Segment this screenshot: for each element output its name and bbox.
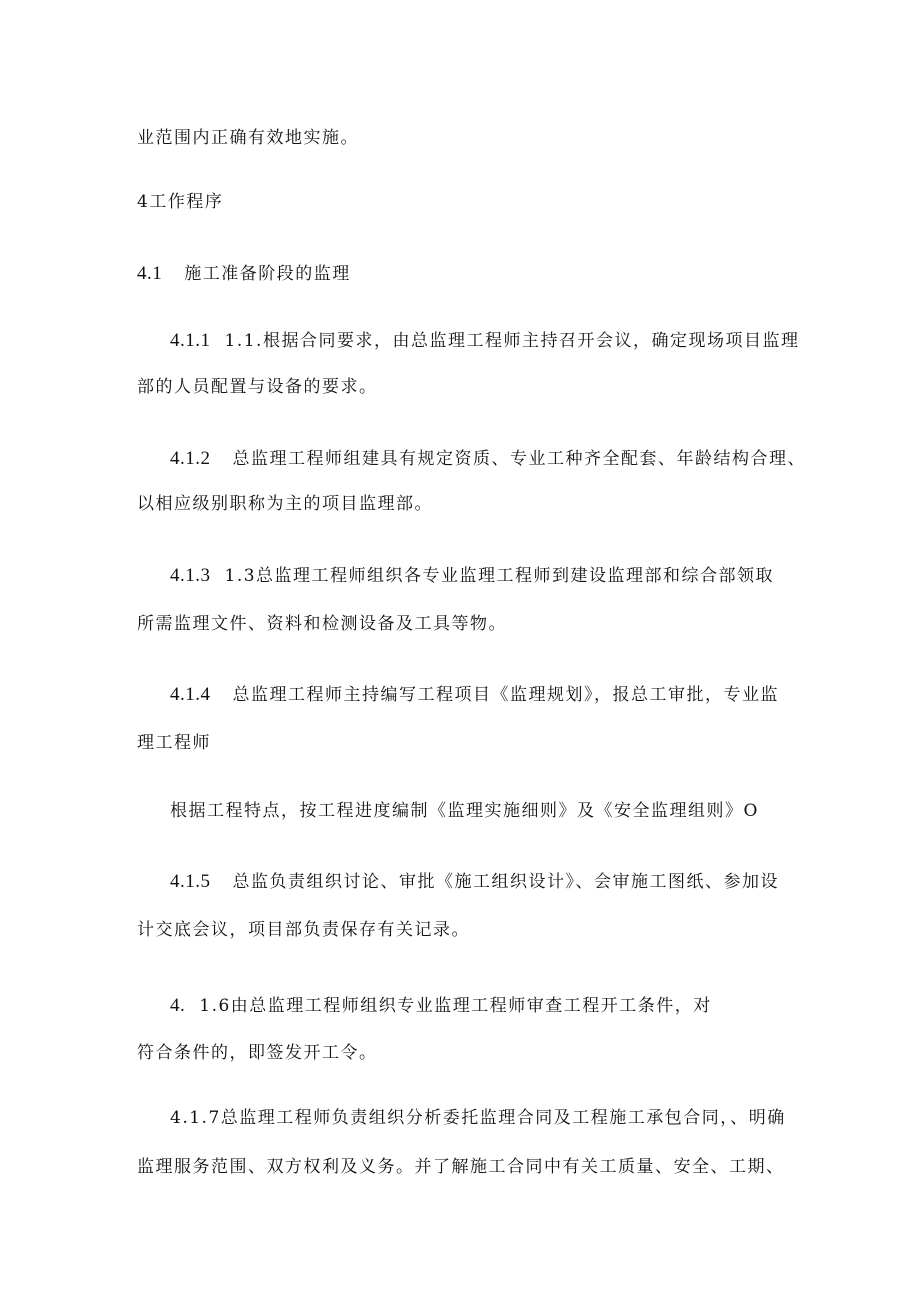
paragraph-text: 总监理工程师主持编写工程项目《监理规划》，报总工审批，专业监 (232, 685, 779, 705)
paragraph-text: 1.3总监理工程师组织各专业监理工程师到建设监理部和综合部领取 (224, 566, 775, 586)
paragraph-text: 1.1.根据合同要求，由总监理工程师主持召开会议，确定现场项目监理 (224, 331, 800, 351)
paragraph-text: 1.6由总监理工程师组织专业监理工程师审查工程开工条件，对 (199, 996, 712, 1016)
paragraph-4-1-4-line-1 (170, 685, 779, 705)
paragraph-4-1-1-line-2: 部的人员配置与设备的要求。 (137, 377, 378, 397)
paragraph-4-1-2-line-2: 以相应级别职称为主的项目监理部。 (137, 494, 433, 514)
paragraph-4-1-7-line-2: 监理服务范围、双方权利及义务。并了解施工合同中有关工质量、安全、工期、 (137, 1157, 785, 1177)
paragraph-4-1-4-line-2: 理工程师 (137, 733, 211, 753)
subsection-title: 施工准备阶段的监理 (184, 264, 351, 284)
paragraph-text: 总监负责组织讨论、审批《施工组织设计》、会审施工图纸、参加设 (232, 872, 779, 892)
paragraph-number: 4.1.3 (170, 565, 211, 586)
section-heading: 4工作程序 (137, 192, 224, 212)
paragraph-number: 4.1.4 (170, 684, 211, 705)
paragraph-number: 4.1.2 (170, 448, 211, 469)
paragraph-4-1-4-line-3: 根据工程特点，按工程进度编制《监理实施细则》及《安全监理组则》O (170, 801, 759, 821)
paragraph-text: 总监理工程师组建具有规定资质、专业工种齐全配套、年龄结构合理、 (232, 449, 806, 469)
paragraph-number: 4.1.5 (170, 871, 211, 892)
paragraph-4-1-6-line-1 (170, 996, 712, 1016)
text-line: 业范围内正确有效地实施。 (137, 128, 359, 148)
paragraph-4-1-2-line-1 (170, 449, 806, 469)
subsection-number: 4.1 (137, 263, 163, 284)
paragraph-4-1-1-line-1 (170, 331, 799, 351)
paragraph-4-1-3-line-1 (170, 566, 774, 586)
paragraph-4-1-5-line-2: 计交底会议，项目部负责保存有关记录。 (137, 920, 470, 940)
paragraph-number: 4. (170, 995, 186, 1016)
paragraph-4-1-3-line-2: 所需监理文件、资料和检测设备及工具等物。 (137, 614, 507, 634)
paragraph-number: 4.1.1 (170, 330, 211, 351)
subsection-heading (137, 264, 351, 284)
paragraph-4-1-7-line-1: 4.1.7总监理工程师负责组织分析委托监理合同及工程施工承包合同，、明确 (170, 1108, 786, 1128)
paragraph-4-1-6-line-2: 符合条件的，即签发开工令。 (137, 1043, 378, 1063)
paragraph-4-1-5-line-1 (170, 872, 779, 892)
